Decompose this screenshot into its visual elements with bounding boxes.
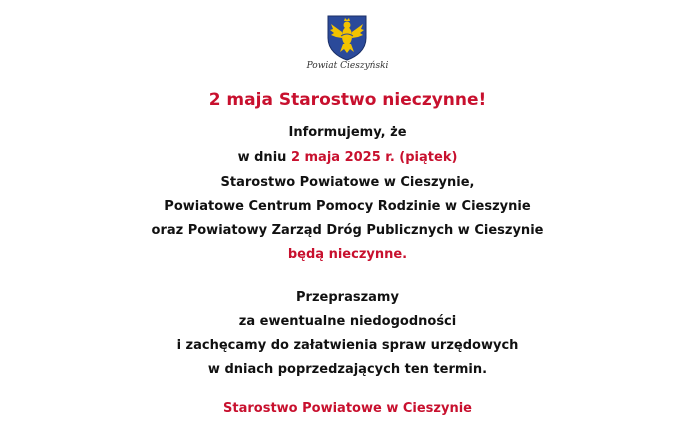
text-line-earlier-days: w dniach poprzedzających ten termin. xyxy=(207,362,488,377)
text-line-intro: Informujemy, że xyxy=(288,125,407,140)
coat-of-arms-icon xyxy=(322,12,372,62)
date-highlight: 2 maja 2025 r. (piątek) xyxy=(290,150,458,165)
logo-caption: Powiat Cieszyński xyxy=(306,61,389,71)
text-line-date xyxy=(0,150,695,165)
text-line-encourage: i zachęcamy do załatwienia spraw urzędowych xyxy=(176,338,519,353)
headline: 2 maja Starostwo nieczynne! xyxy=(208,90,487,110)
text-line-inconvenience: za ewentualne niedogodności xyxy=(238,314,457,329)
text-line-starostwo: Starostwo Powiatowe w Cieszynie, xyxy=(220,175,475,190)
text-line-apology: Przepraszamy xyxy=(296,290,399,305)
text-line-pcpr: Powiatowe Centrum Pomocy Rodzinie w Cieszynie xyxy=(164,199,531,214)
date-prefix: w dniu xyxy=(237,150,291,165)
signature: Starostwo Powiatowe w Cieszynie xyxy=(223,401,472,416)
text-line-pzdp: oraz Powiatowy Zarząd Dróg Publicznych w Cieszynie xyxy=(151,223,544,238)
text-line-closed: będą nieczynne. xyxy=(287,247,408,262)
